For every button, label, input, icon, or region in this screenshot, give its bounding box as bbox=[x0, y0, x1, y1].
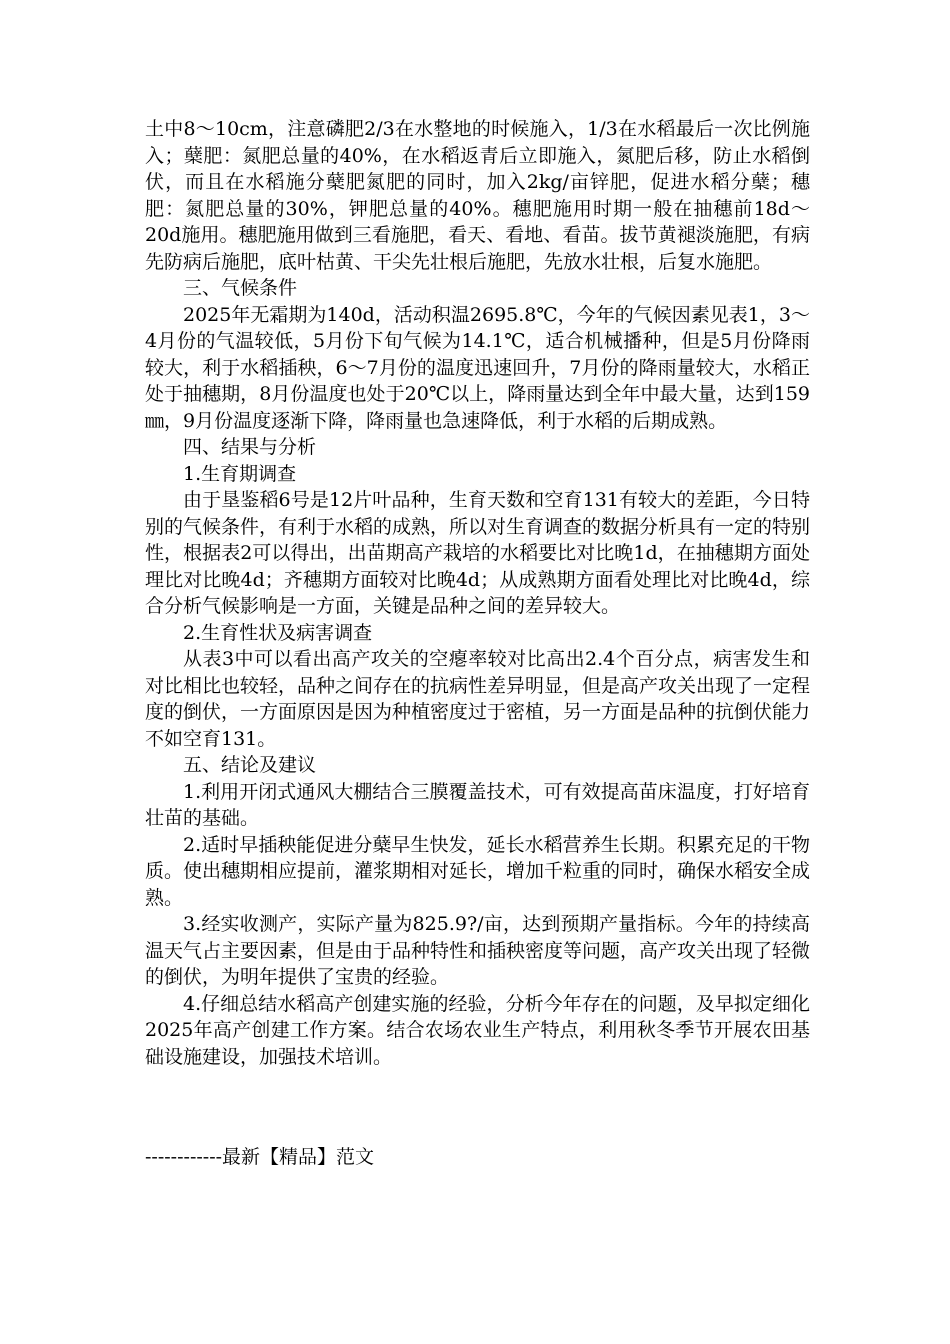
conclusion-item-4: 4.仔细总结水稻高产创建实施的经验，分析今年存在的问题，及早拟定细化2025年高产创建工作方案。结合农场农业生产特点，利用秋冬季节开展农田基础设施建设，加强技术培训。 bbox=[145, 992, 810, 1068]
fertilizer-paragraph: 土中8～10cm，注意磷肥2/3在水整地的时候施入，1/3在水稻最后一次比例施入；蘖肥：氮肥总量的40%，在水稻返青后立即施入，氮肥后移，防止水稻倒伏，而且在水稻施分蘖肥氮肥的同时，加入2kg/亩锌肥，促进水稻分蘖；穗肥：氮肥总量的30%，钾肥总量的40%。穗肥施用时期一般在抽穗前18d～20d施用。穗肥施用做到三看施肥，看天、看地、看苗。拔节黄褪淡施肥，有病先防病后施肥，底叶枯黄、干尖先壮根后施肥，先放水壮根，后复水施肥。 bbox=[145, 118, 810, 273]
footer-label: ------------最新【精品】范文 bbox=[145, 1146, 375, 1168]
subheading-growth-period: 1.生育期调查 bbox=[183, 462, 297, 485]
document-body bbox=[145, 116, 810, 1070]
section-heading-climate: 三、气候条件 bbox=[183, 277, 298, 299]
subheading-traits-disease: 2.生育性状及病害调查 bbox=[183, 621, 373, 644]
section-heading-conclusions: 五、结论及建议 bbox=[183, 754, 317, 776]
conclusion-item-2: 2.适时早插秧能促进分蘖早生快发，延长水稻营养生长期。积累充足的干物质。使出穗期相应提前，灌浆期相对延长，增加千粒重的同时，确保水稻安全成熟。 bbox=[145, 833, 811, 909]
climate-paragraph: 2025年无霜期为140d，活动积温2695.8℃，今年的气候因素见表1，3～4月份的气温较低，5月份下旬气候为14.1℃，适合机械播种，但是5月份降雨较大，利于水稻插秧，6～7月份的温度迅速回升，7月份的降雨量较大，水稻正处于抽穗期，8月份温度也处于20℃以上，降雨量达到全年中最大量，达到159㎜，9月份温度逐渐下降，降雨量也急速降低，利于水稻的后期成熟。 bbox=[145, 303, 810, 432]
growth-period-paragraph: 由于垦鉴稻6号是12片叶品种，生育天数和空育131有较大的差距，今日特别的气候条件，有利于水稻的成熟，所以对生育调查的数据分析具有一定的特别性，根据表2可以得出，出苗期高产栽培的水稻要比对比晚1d，在抽穗期方面处理比对比晚4d；齐穗期方面较对比晚4d；从成熟期方面看处理比对比晚4d，综合分析气候影响是一方面，关键是品种之间的差异较大。 bbox=[145, 489, 811, 617]
conclusion-item-3: 3.经实收测产，实际产量为825.9?/亩，达到预期产量指标。今年的持续高温天气占主要因素，但是由于品种特性和插秧密度等问题，高产攻关出现了轻微的倒伏，为明年提供了宝贵的经验。 bbox=[145, 913, 811, 988]
traits-disease-paragraph: 从表3中可以看出高产攻关的空瘪率较对比高出2.4个百分点，病害发生和对比相比也较轻，品种之间存在的抗病性差异明显，但是高产攻关出现了一定程度的倒伏，一方面原因是因为种植密度过于密植，另一方面是品种的抗倒伏能力不如空育131。 bbox=[145, 648, 811, 750]
conclusion-item-1: 1.利用开闭式通风大棚结合三膜覆盖技术，可有效提高苗床温度，打好培育壮苗的基础。 bbox=[145, 780, 810, 829]
section-heading-results: 四、结果与分析 bbox=[183, 436, 317, 458]
